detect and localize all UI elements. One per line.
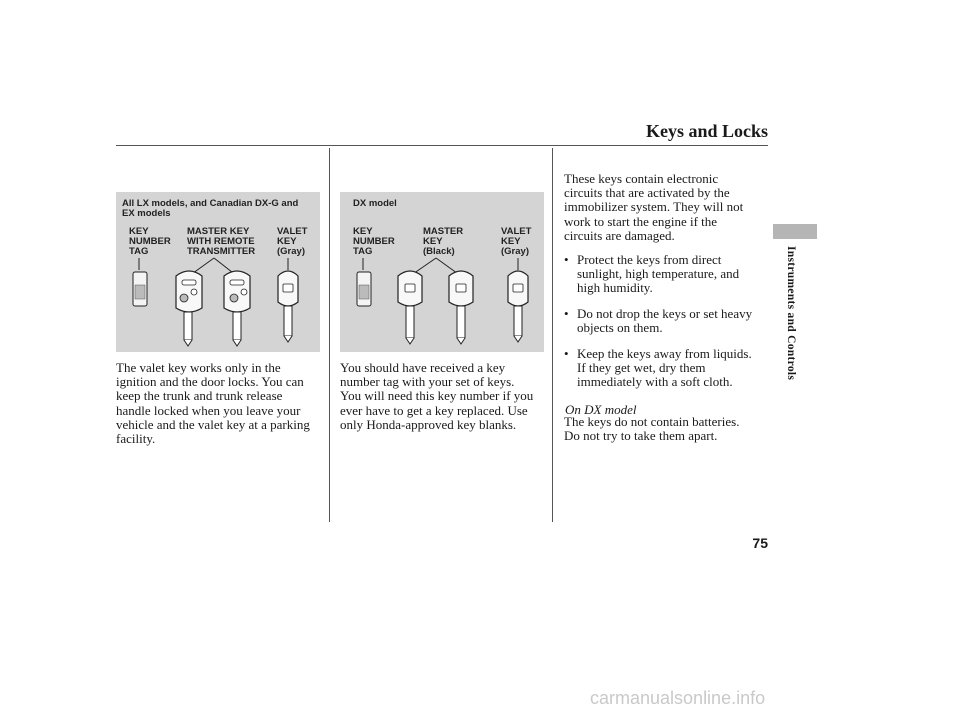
master-key-icon bbox=[449, 271, 473, 344]
dx-model-note: On DX model bbox=[565, 402, 637, 417]
label-key-number-tag: KEY NUMBER TAG bbox=[353, 226, 395, 257]
master-key-remote-icon bbox=[176, 271, 202, 346]
battery-paragraph: The keys do not contain batteries. Do not try to take them apart. bbox=[564, 414, 740, 444]
label-valet-key: VALET KEY (Gray) bbox=[501, 226, 532, 257]
page-title: Keys and Locks bbox=[645, 121, 768, 141]
valet-key-icon bbox=[508, 271, 528, 342]
left-figure-caption-line1: All LX models, and Canadian DX-G and bbox=[122, 198, 299, 209]
left-keys-illustration bbox=[116, 192, 320, 352]
right-figure-caption: DX model bbox=[353, 198, 397, 209]
bullet-item: • Do not drop the keys or set heavy objects on them. bbox=[564, 306, 753, 336]
header-rule bbox=[116, 145, 768, 146]
left-figure-caption-line2: EX models bbox=[122, 208, 171, 219]
valet-key-icon bbox=[278, 271, 298, 342]
bullet-item: • Protect the keys from direct sunlight, high temperature, and high humidity. bbox=[564, 252, 740, 296]
label-valet-key: VALET KEY (Gray) bbox=[277, 226, 308, 257]
immobilizer-paragraph: These keys contain electronic circuits that are activated by the immobilizer system. They will not work to start the engine if the circuits are damaged. bbox=[564, 171, 744, 243]
key-number-tag-icon bbox=[133, 272, 147, 306]
right-keys-illustration bbox=[340, 192, 544, 352]
left-key-figure bbox=[116, 192, 320, 352]
column-divider-1 bbox=[329, 148, 330, 522]
key-number-paragraph: You should have received a key number tag with your set of keys. You will need this key number if you ever have to get a key replaced. Use only Honda-approved key blanks. bbox=[340, 360, 534, 432]
master-key-remote-icon bbox=[224, 271, 250, 346]
right-key-figure bbox=[340, 192, 544, 352]
master-key-icon bbox=[398, 271, 422, 344]
watermark: carmanualsonline.info bbox=[590, 688, 766, 708]
column-divider-2 bbox=[552, 148, 553, 522]
label-key-number-tag: KEY NUMBER TAG bbox=[129, 226, 171, 257]
key-number-tag-icon bbox=[357, 272, 371, 306]
section-tab bbox=[773, 224, 817, 239]
label-master-key-remote: MASTER KEY WITH REMOTE TRANSMITTER bbox=[187, 226, 256, 257]
bullet-item: • Keep the keys away from liquids. If they get wet, dry them immediately with a soft cloth. bbox=[564, 346, 752, 390]
page-number: 75 bbox=[752, 535, 768, 551]
section-label: Instruments and Controls bbox=[785, 246, 797, 381]
valet-key-paragraph: The valet key works only in the ignition and the door locks. You can keep the trunk and trunk release handle locked when you leave your vehicle and the valet key at a parking facility. bbox=[116, 360, 310, 447]
label-master-key-black: MASTER KEY (Black) bbox=[423, 226, 464, 257]
